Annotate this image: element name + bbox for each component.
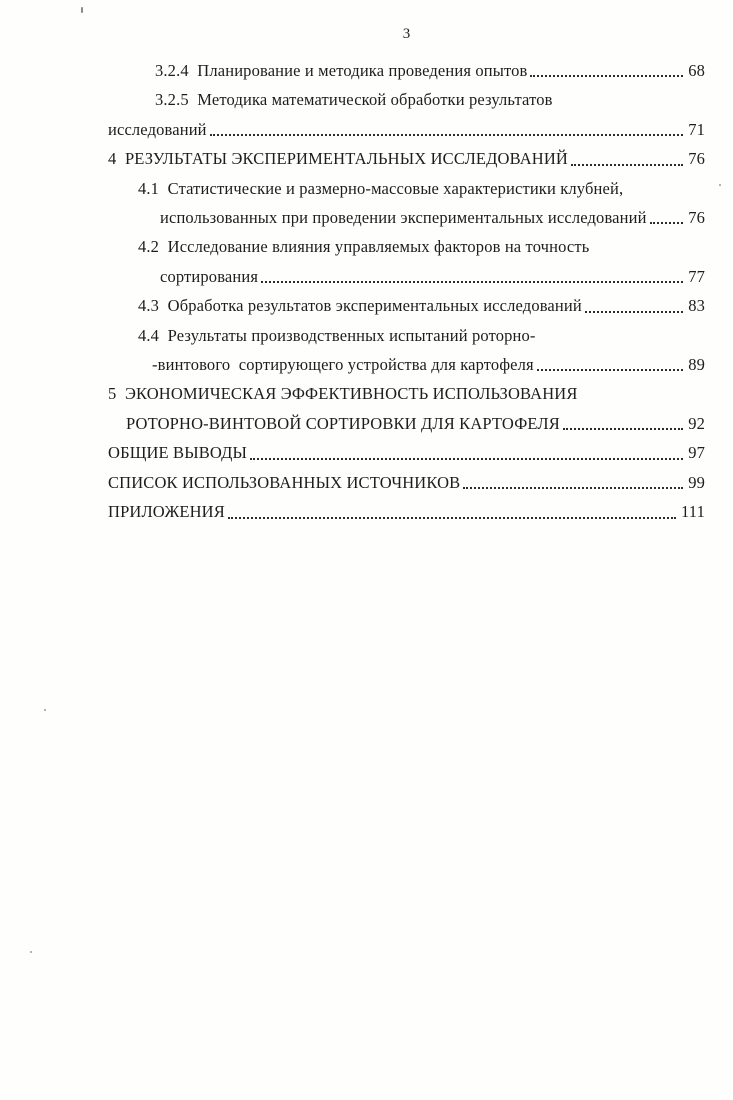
scan-speck [81, 7, 83, 13]
toc-entry [152, 350, 705, 379]
scan-speck [30, 951, 32, 953]
toc-entry [108, 497, 705, 526]
toc-entry [155, 85, 705, 114]
toc-entry-title: СПИСОК ИСПОЛЬЗОВАННЫХ ИСТОЧНИКОВ [108, 472, 461, 492]
page-content [108, 24, 705, 527]
toc-entry-title: 5 ЭКОНОМИЧЕСКАЯ ЭФФЕКТИВНОСТЬ ИСПОЛЬЗОВАНИЯ [108, 384, 578, 404]
toc-entry-title: использованных при проведении экспериментальных исследований [160, 208, 647, 228]
toc-entry [108, 115, 705, 144]
dot-leader [258, 262, 688, 291]
toc-entry [108, 468, 705, 497]
dot-leader [582, 291, 688, 320]
toc-entry [126, 409, 705, 438]
scan-speck [719, 184, 721, 186]
dot-leader [460, 468, 688, 497]
dot-leader [647, 203, 689, 232]
toc-entry-page: 83 [688, 296, 705, 316]
toc-entry-title: ОБЩИЕ ВЫВОДЫ [108, 443, 248, 463]
toc-entry-page: 76 [688, 208, 705, 228]
dot-leader [527, 56, 688, 85]
toc-entry-page: 71 [688, 119, 705, 139]
toc-entry-page: 89 [688, 355, 705, 375]
toc-entry-title: исследований [108, 119, 207, 139]
toc-entry [160, 203, 705, 232]
dot-leader [560, 409, 688, 438]
toc-entry-page: 97 [688, 443, 705, 463]
toc-entry-title: 4.2 Исследование влияния управляемых факторов на точность [138, 237, 590, 257]
toc-entry [108, 379, 705, 408]
toc-entry [155, 56, 705, 85]
page-number: 3 [402, 26, 411, 42]
toc-entry-title: 4.4 Результаты производственных испытаний роторно- [138, 325, 536, 345]
toc-entry-page: 92 [688, 413, 705, 433]
toc-entry-title: 4.3 Обработка результатов экспериментальных исследований [138, 296, 582, 316]
toc-entry-page: 99 [688, 472, 705, 492]
toc-entry-title: РОТОРНО-ВИНТОВОЙ СОРТИРОВКИ ДЛЯ КАРТОФЕЛЯ [126, 413, 560, 433]
dot-leader [225, 497, 681, 526]
toc-entry [138, 232, 705, 261]
toc-entry [138, 174, 705, 203]
toc-entry-title: 4 РЕЗУЛЬТАТЫ ЭКСПЕРИМЕНТАЛЬНЫХ ИССЛЕДОВАНИЙ [108, 149, 568, 169]
toc-entry-title: сортирования [160, 266, 259, 286]
toc-entry-title: 3.2.4 Планирование и методика проведения опытов [155, 61, 528, 80]
toc-entry [108, 144, 705, 173]
toc-entry-page: 76 [688, 149, 705, 169]
toc-entry-title: ПРИЛОЖЕНИЯ [108, 502, 225, 522]
dot-leader [534, 350, 688, 379]
toc-entry-page: 68 [688, 61, 705, 80]
toc-entry-title: 4.1 Статистические и размерно-массовые характеристики клубней, [138, 178, 624, 198]
table-of-contents [108, 56, 705, 527]
dot-leader [247, 438, 688, 467]
toc-entry-page: 111 [681, 502, 705, 522]
toc-entry [160, 262, 705, 291]
toc-entry-page: 77 [688, 266, 705, 286]
toc-entry [108, 438, 705, 467]
toc-entry [138, 321, 705, 350]
toc-entry-title: 3.2.5 Методика математической обработки результатов [155, 90, 553, 110]
dot-leader [207, 115, 689, 144]
toc-entry-title: -винтового сортирующего устройства для картофеля [152, 355, 534, 375]
dot-leader [568, 144, 688, 173]
toc-entry [138, 291, 705, 320]
scan-speck [44, 709, 46, 711]
